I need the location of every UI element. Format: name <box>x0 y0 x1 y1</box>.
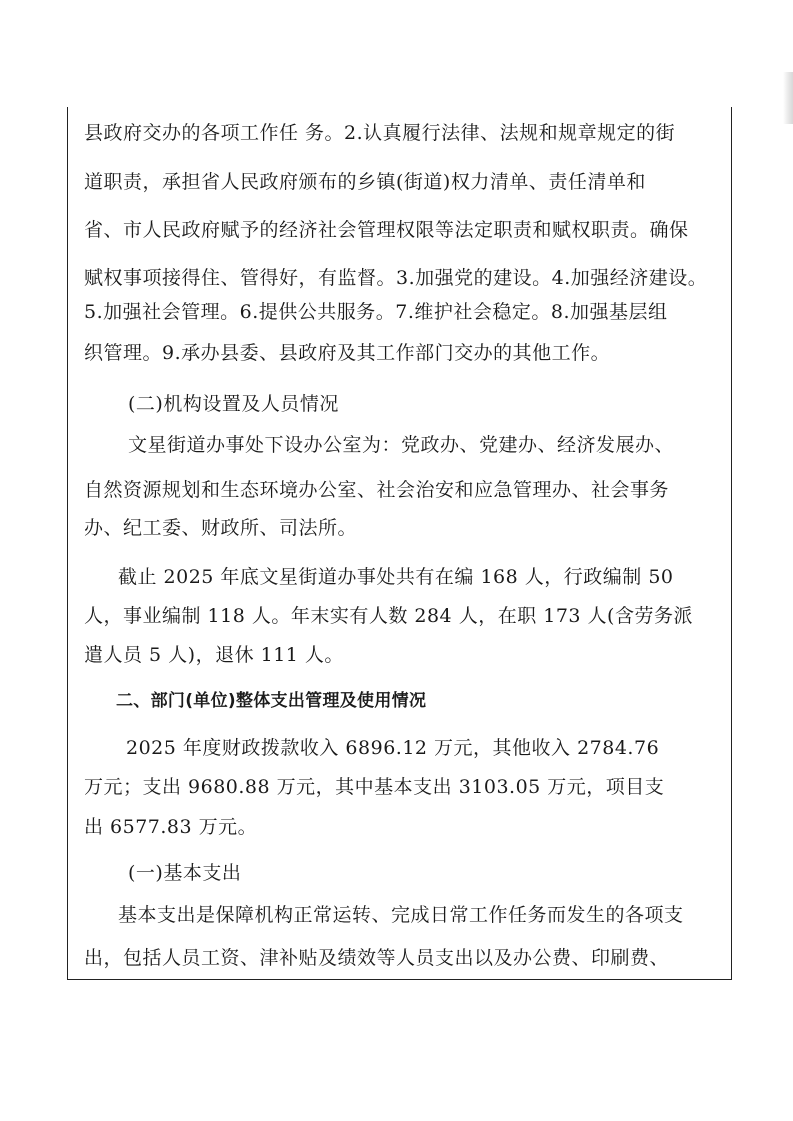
body-line: 人，事业编制 118 人。年末实有人数 284 人，在职 173 人(含劳务派 <box>84 605 693 627</box>
body-line: 万元；支出 9680.88 万元，其中基本支出 3103.05 万元，项目支 <box>84 776 665 798</box>
body-line: 办、纪工委、财政所、司法所。 <box>84 517 358 539</box>
body-line: 遣人员 5 人)，退休 111 人。 <box>84 644 344 666</box>
body-line: 2025 年度财政拨款收入 6896.12 万元，其他收入 2784.76 <box>126 737 660 759</box>
section-subheading: (二)机构设置及人员情况 <box>128 393 339 415</box>
body-line: 文星街道办事处下设办公室为：党政办、党建办、经济发展办、 <box>128 434 675 456</box>
body-line: 自然资源规划和生态环境办公室、社会治安和应急管理办、社会事务 <box>84 479 670 501</box>
body-line: 基本支出是保障机构正常运转、完成日常工作任务而发生的各项支 <box>118 904 684 926</box>
section-subheading: (一)基本支出 <box>128 862 242 884</box>
section-heading: 二、部门(单位)整体支出管理及使用情况 <box>116 691 427 711</box>
body-line: 5.加强社会管理。6.提供公共服务。7.维护社会稳定。8.加强基层组 <box>84 301 668 323</box>
body-line: 省、市人民政府赋予的经济社会管理权限等法定职责和赋权职责。确保 <box>84 219 689 241</box>
body-line: 织管理。9.承办县委、县政府及其工作部门交办的其他工作。 <box>84 342 611 364</box>
body-line: 道职责，承担省人民政府颁布的乡镇(街道)权力清单、责任清单和 <box>84 171 646 193</box>
body-line: 县政府交办的各项工作任 务。2.认真履行法律、法规和规章规定的街 <box>84 122 676 144</box>
body-line: 截止 2025 年底文星街道办事处共有在编 168 人，行政编制 50 <box>118 566 674 588</box>
body-line: 赋权事项接得住、管得好，有监督。3.加强党的建设。4.加强经济建设。 <box>84 267 708 289</box>
scan-edge-shadow <box>783 72 793 124</box>
body-line: 出，包括人员工资、津补贴及绩效等人员支出以及办公费、印刷费、 <box>84 947 670 969</box>
body-line: 出 6577.83 万元。 <box>84 816 258 838</box>
